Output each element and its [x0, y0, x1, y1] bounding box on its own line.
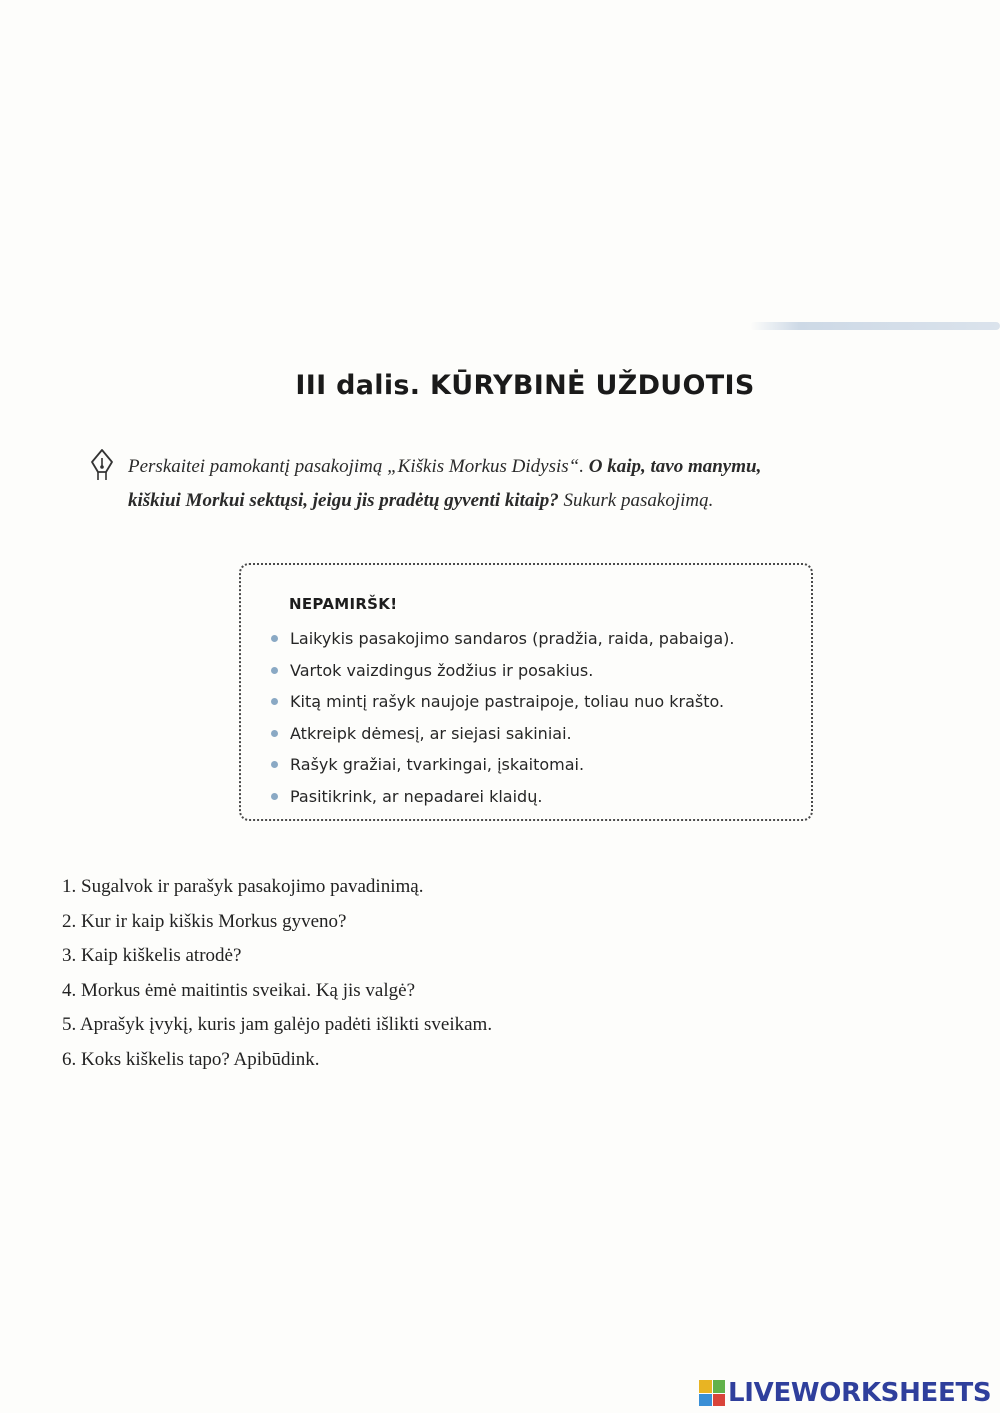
bullet-dot-icon	[271, 635, 278, 642]
question-item: 6. Koks kiškelis tapo? Apibūdink.	[62, 1048, 320, 1070]
reminder-item-text: Laikykis pasakojimo sandaros (pradžia, raida, pabaiga).	[290, 629, 735, 649]
reminder-item-text: Pasitikrink, ar nepadarei klaidų.	[290, 786, 543, 806]
reminder-item-text: Kitą mintį rašyk naujoje pastraipoje, toliau nuo krašto.	[290, 692, 725, 712]
logo-text: LIVEWORKSHEETS	[728, 1378, 992, 1408]
reminder-item-text: Atkreipk dėmesį, ar siejasi sakiniai.	[290, 723, 572, 743]
pen-nib-icon	[88, 448, 116, 482]
list-item	[271, 718, 734, 750]
task-instructions	[128, 450, 888, 518]
reminder-box	[239, 563, 813, 821]
question-item: 3. Kaip kiškelis atrodė?	[62, 945, 242, 966]
question-item: 2. Kur ir kaip kiškis Morkus gyveno?	[62, 910, 347, 932]
liveworksheets-logo[interactable]	[699, 1378, 991, 1408]
intro-part-1: Perskaitei pamokantį pasakojimą „Kiškis Morkus Didysis“.	[128, 456, 589, 477]
list-item	[271, 655, 734, 687]
question-item: 4. Morkus ėmė maitintis sveikai. Ką jis valgė?	[62, 979, 416, 1001]
list-item	[271, 781, 734, 813]
reminder-heading: NEPAMIRŠK!	[289, 595, 398, 613]
intro-part-4: Sukurk pasakojimą.	[558, 490, 714, 511]
list-item	[271, 623, 734, 655]
question-item: 5. Aprašyk įvykį, kuris jam galėjo padėti išlikti sveikam.	[62, 1014, 493, 1035]
decorative-stripe	[750, 322, 1000, 330]
question-item: 1. Sugalvok ir parašyk pasakojimo pavadinimą.	[62, 876, 424, 897]
bullet-dot-icon	[271, 667, 278, 674]
liveworksheets-logo-icon	[699, 1380, 725, 1406]
reminder-item-text: Vartok vaizdingus žodžius ir posakius.	[290, 660, 594, 680]
reminder-item-text: Rašyk gražiai, tvarkingai, įskaitomai.	[290, 755, 585, 775]
reminder-list	[271, 623, 734, 812]
bullet-dot-icon	[271, 730, 278, 737]
intro-part-2: O kaip, tavo manymu,	[588, 456, 762, 477]
list-item	[271, 749, 734, 781]
page-title: III dalis. KŪRYBINĖ UŽDUOTIS	[295, 370, 755, 401]
question-list	[62, 870, 492, 1077]
bullet-dot-icon	[271, 761, 278, 768]
intro-part-3: kiškiui Morkui sektųsi, jeigu jis pradėtų gyventi kitaip?	[128, 490, 559, 511]
bullet-dot-icon	[271, 793, 278, 800]
list-item	[271, 686, 734, 718]
bullet-dot-icon	[271, 698, 278, 705]
